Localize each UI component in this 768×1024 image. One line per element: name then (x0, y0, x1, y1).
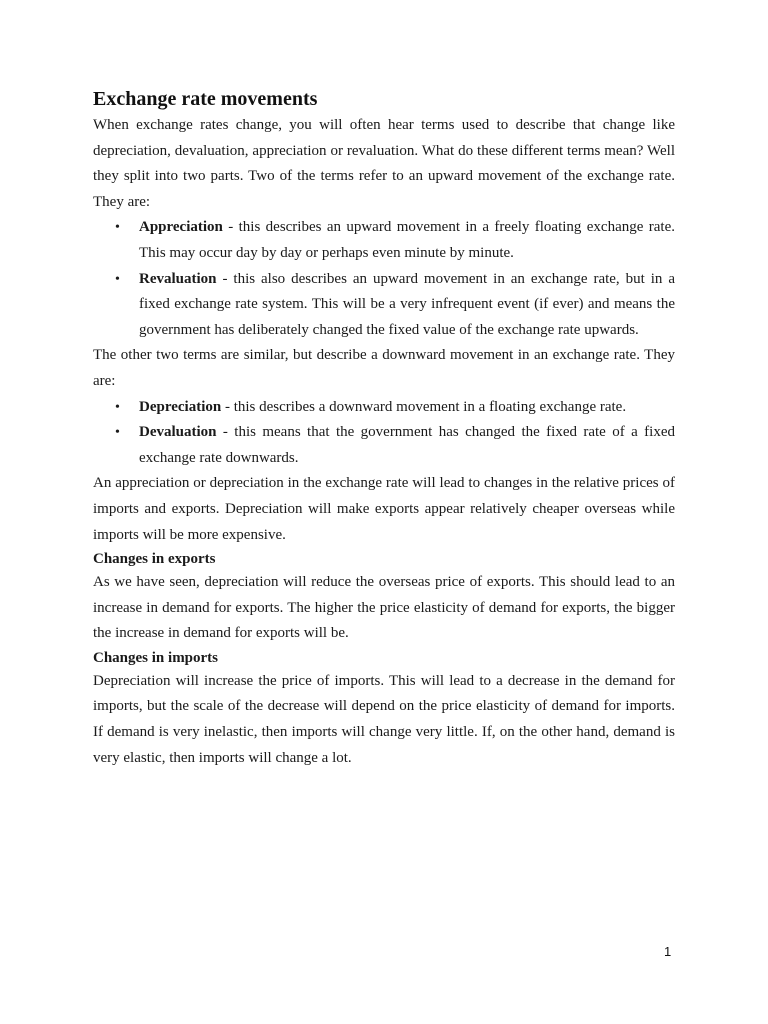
term-description: - this describes an upward movement in a freely floating exchange rate. This may occur day by day or perhaps even minute by minute. (139, 219, 675, 261)
list-item-devaluation (93, 420, 675, 471)
imports-paragraph: Depreciation will increase the price of imports. This will lead to a decrease in the demand for imports, but the scale of the decrease will depend on the price elasticity of demand for imports. If demand is very inelastic, then imports will change very little. If, on the other hand, demand is very elastic, then imports will change a lot. (93, 672, 675, 766)
page-content (93, 85, 675, 771)
term-description: - this means that the government has changed the fixed rate of a fixed exchange rate downwards. (139, 424, 675, 466)
term-description: - this describes a downward movement in a floating exchange rate. (221, 398, 627, 415)
imports-heading: Changes in imports (93, 649, 219, 666)
downward-terms-list (93, 395, 675, 472)
bullet-icon: • (115, 271, 120, 287)
bullet-icon: • (115, 399, 120, 415)
intro-paragraph: When exchange rates change, you will often hear terms used to describe that change like depreciation, devaluation, appreciation or revaluation. What do these different terms mean? Well they split into two parts. Two of the terms refer to an upward movement of the exchange rate. They are: (93, 117, 675, 210)
upward-terms-list (93, 215, 675, 343)
list-item-revaluation (93, 267, 675, 344)
exports-paragraph: As we have seen, depreciation will reduce the overseas price of exports. This should lead to an increase in demand for exports. The higher the price elasticity of demand for exports, the bigger the increase in demand for exports will be. (93, 574, 675, 642)
term-label: Appreciation (139, 219, 223, 236)
bullet-icon: • (115, 425, 120, 441)
list-item-appreciation (93, 215, 675, 266)
summary-paragraph: An appreciation or depreciation in the exchange rate will lead to changes in the relative prices of imports and exports. Depreciation will make exports appear relatively cheaper overseas while imports will be more expensive. (93, 475, 675, 543)
term-label: Revaluation (139, 270, 217, 287)
bullet-icon: • (115, 220, 120, 236)
list-item-depreciation (93, 395, 675, 421)
exports-heading: Changes in exports (93, 551, 216, 568)
term-description: - this also describes an upward movement in an exchange rate, but in a fixed exchange rate system. This will be a very infrequent event (if ever) and means the government has deliberately changed the fixed value of the exchange rate upwards. (139, 270, 675, 338)
term-label: Devaluation (139, 424, 217, 441)
downward-intro-paragraph: The other two terms are similar, but describe a downward movement in an exchange rate. They are: (93, 347, 675, 389)
page-number: 1 (664, 944, 672, 959)
term-label: Depreciation (139, 398, 222, 415)
page-title: Exchange rate movements (93, 88, 318, 110)
